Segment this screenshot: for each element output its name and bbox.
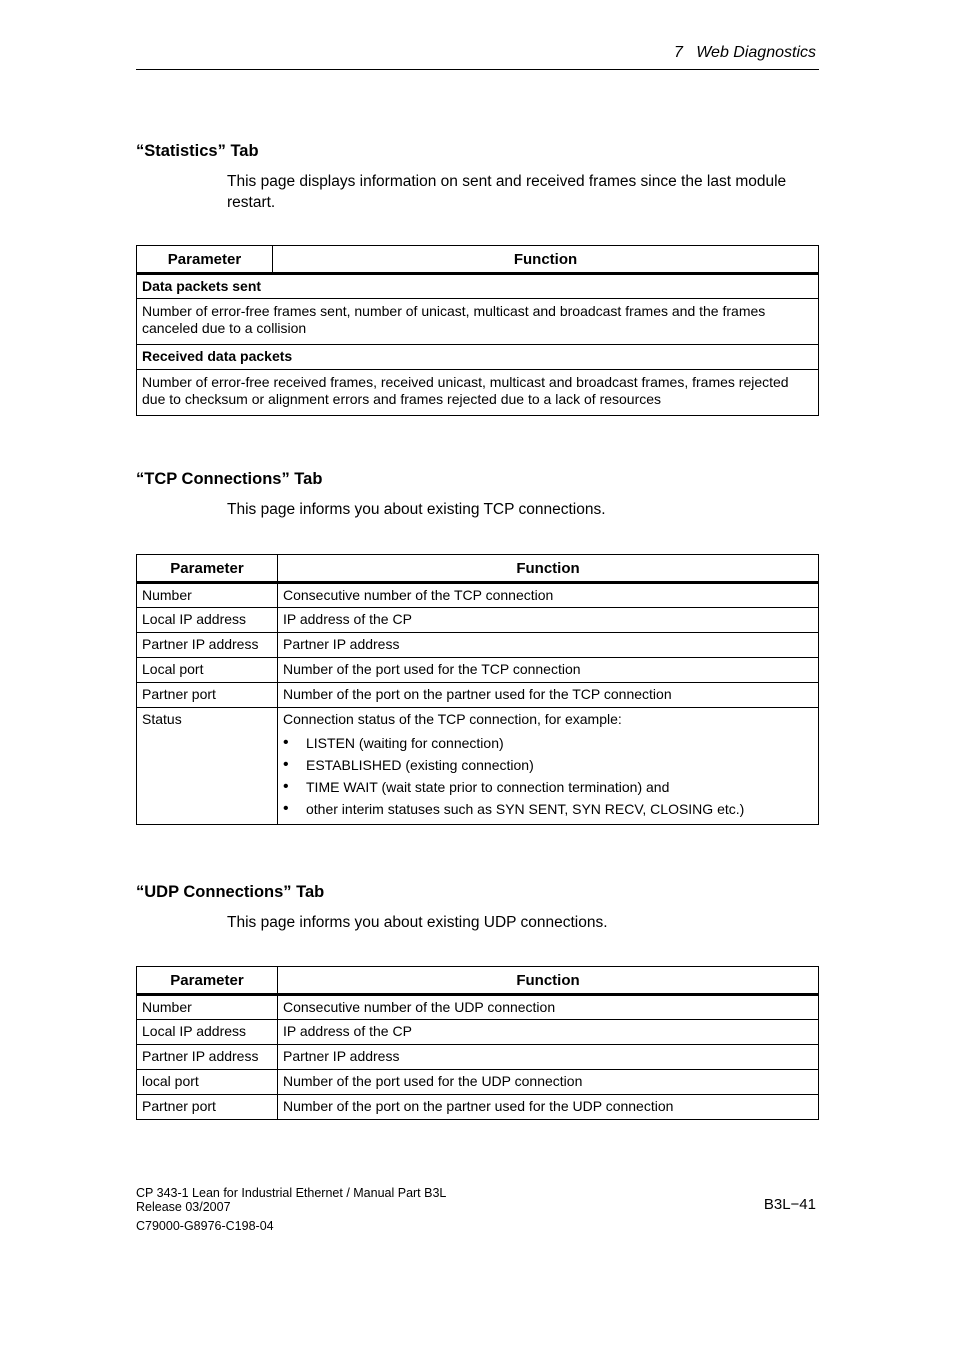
page-header: [136, 44, 819, 70]
footer-manual-title: CP 343-1 Lean for Industrial Ethernet / Manual Part B3L: [136, 1186, 447, 1200]
table-row: [137, 1020, 819, 1045]
parameter-cell: Partner port: [137, 683, 278, 708]
list-item: • LISTEN (waiting for connection): [283, 732, 813, 754]
footer-release: Release 03/2007: [136, 1200, 231, 1214]
chapter-title: 7 Web Diagnostics: [674, 44, 816, 61]
parameter-cell: Number: [137, 995, 278, 1020]
parameter-cell: Status: [137, 708, 278, 825]
column-header-parameter: Parameter: [137, 246, 273, 274]
column-header-parameter: Parameter: [137, 555, 278, 583]
parameter-cell: Local port: [137, 658, 278, 683]
parameter-cell: Partner IP address: [137, 633, 278, 658]
table-header-row: [137, 967, 819, 995]
statistics-intro: This page displays information on sent and received frames since the last module restart.: [227, 173, 787, 211]
function-cell: IP address of the CP: [278, 608, 819, 633]
udp-table: [136, 966, 819, 1120]
list-item: • other interim statuses such as SYN SENT, SYN RECV, CLOSING etc.): [283, 798, 813, 820]
function-cell: Number of the port used for the UDP connection: [278, 1070, 819, 1095]
table-row: [137, 370, 819, 416]
section-description: Number of error-free received frames, received unicast, multicast and broadcast frames, frames rejected due to checksum or alignment errors and frames rejected due to a lack of resources: [137, 370, 819, 416]
page-number: B3L−41: [763, 1196, 816, 1213]
table-row: [137, 299, 819, 345]
table-row: [137, 583, 819, 608]
function-cell: Partner IP address: [278, 633, 819, 658]
function-cell: Consecutive number of the UDP connection: [278, 995, 819, 1020]
udp-heading: “UDP Connections” Tab: [136, 883, 325, 901]
table-row: [137, 608, 819, 633]
parameter-cell: Local IP address: [137, 608, 278, 633]
function-cell: Consecutive number of the TCP connection: [278, 583, 819, 608]
table-section-row: [137, 345, 819, 370]
function-cell: IP address of the CP: [278, 1020, 819, 1045]
function-cell: Number of the port on the partner used for the UDP connection: [278, 1095, 819, 1120]
section-title: Received data packets: [137, 345, 819, 370]
section-description: Number of error-free frames sent, number of unicast, multicast and broadcast frames and the frames canceled due to a collision: [137, 299, 819, 345]
table-header-row: [137, 246, 819, 274]
parameter-cell: Number: [137, 583, 278, 608]
udp-intro: This page informs you about existing UDP connections.: [227, 914, 608, 931]
table-row: [137, 1045, 819, 1070]
function-cell: [278, 708, 819, 825]
footer-order-number: C79000-G8976-C198-04: [136, 1219, 274, 1233]
list-item: • TIME WAIT (wait state prior to connection termination) and: [283, 776, 813, 798]
tcp-intro: This page informs you about existing TCP connections.: [227, 501, 606, 518]
statistics-heading: “Statistics” Tab: [136, 142, 259, 160]
column-header-parameter: Parameter: [137, 967, 278, 995]
table-row: [137, 995, 819, 1020]
column-header-function: Function: [278, 967, 819, 995]
tcp-table: [136, 554, 819, 825]
column-header-function: Function: [278, 555, 819, 583]
page-footer: [136, 1186, 446, 1233]
table-row: [137, 658, 819, 683]
table-row: [137, 683, 819, 708]
table-row: [137, 633, 819, 658]
status-intro: Connection status of the TCP connection, for example:: [283, 711, 622, 727]
function-cell: Number of the port on the partner used for the TCP connection: [278, 683, 819, 708]
parameter-cell: Local IP address: [137, 1020, 278, 1045]
column-header-function: Function: [273, 246, 819, 274]
parameter-cell: Partner port: [137, 1095, 278, 1120]
table-row: [137, 1070, 819, 1095]
table-row: [137, 1095, 819, 1120]
table-section-row: [137, 274, 819, 299]
parameter-cell: Partner IP address: [137, 1045, 278, 1070]
function-cell: Number of the port used for the TCP connection: [278, 658, 819, 683]
table-row-status: [137, 708, 819, 825]
parameter-cell: local port: [137, 1070, 278, 1095]
function-cell: Partner IP address: [278, 1045, 819, 1070]
statistics-table: [136, 245, 819, 416]
list-item: • ESTABLISHED (existing connection): [283, 754, 813, 776]
status-list: [283, 732, 813, 820]
section-title: Data packets sent: [137, 274, 819, 299]
table-header-row: [137, 555, 819, 583]
tcp-heading: “TCP Connections” Tab: [136, 470, 323, 488]
